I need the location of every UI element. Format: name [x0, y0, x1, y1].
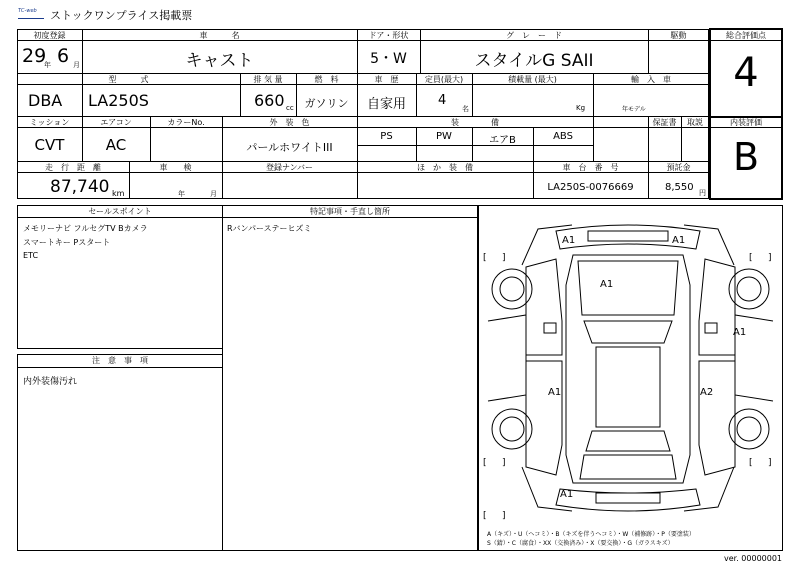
svg-text:]: ] — [502, 458, 506, 468]
model-year-unit: 年モデル — [622, 106, 646, 113]
interior-score-label: 内装評価 — [730, 118, 762, 127]
fuel-label: 燃 料 — [314, 75, 339, 84]
first-reg-year: 29 — [22, 45, 47, 67]
history-label: 車 歴 — [374, 75, 399, 84]
svg-text:[: [ — [749, 253, 753, 263]
caution-item: 内外装傷汚れ — [23, 377, 78, 387]
history-value: 自家用 — [366, 97, 406, 112]
special-notes-label: 特記事項・手直し箇所 — [310, 207, 390, 216]
damage-mark: A1 — [548, 387, 562, 398]
rear-window-outline — [586, 431, 670, 451]
km-unit: km — [112, 189, 125, 198]
svg-text:[: [ — [483, 458, 487, 468]
car-name-value: キャスト — [185, 51, 254, 71]
equipment-item: PS — [380, 131, 393, 142]
deposit-label: 預託金 — [666, 163, 691, 172]
first-reg-label: 初度登録 — [33, 31, 66, 40]
model-value: LA250S — [88, 91, 149, 110]
mileage-label: 走 行 距 離 — [45, 163, 101, 172]
sales-point-item: メモリーナビ フルセグTV Bカメラ — [23, 224, 148, 233]
mileage-value: 87,740 — [50, 177, 110, 197]
rear-bumper-outline — [556, 489, 700, 511]
kg-unit: Kg — [576, 104, 586, 112]
other-equipment-label: ほ か 装 備 — [417, 163, 473, 172]
grade-value: スタイルG SAII — [474, 51, 594, 71]
svg-text:[: [ — [483, 511, 487, 521]
tc-web-logo: TC-web — [18, 8, 44, 19]
roof-outline — [596, 347, 660, 427]
door-type-value: 5・W — [370, 51, 407, 67]
svg-text:]: ] — [768, 253, 772, 263]
damage-mark: A2 — [700, 387, 714, 398]
manual-label: 取説 — [687, 118, 703, 127]
grille-outline — [588, 231, 668, 241]
svg-text:[: [ — [483, 253, 487, 263]
equipment-label: 装 備 — [451, 118, 499, 127]
chassis-number-label: 車 台 番 号 — [562, 163, 619, 172]
persons-unit: 名 — [462, 105, 469, 113]
right-mirror-outline — [705, 323, 717, 333]
damage-mark: A1 — [733, 327, 747, 338]
plate-number-label: 登録ナンバー — [265, 163, 314, 172]
mission-label: ミッション — [29, 118, 70, 127]
damage-mark: A1 — [672, 235, 686, 246]
year-unit: 年 — [44, 61, 51, 69]
sales-point-item: スマートキー Pスタート — [23, 238, 111, 247]
equipment-item: エアB — [489, 135, 516, 146]
body-outline — [566, 255, 690, 483]
windshield-outline — [584, 321, 672, 343]
cautions-label: 注 意 事 項 — [92, 356, 148, 365]
aircon-value: AC — [105, 136, 127, 154]
warranty-label: 保証書 — [652, 118, 677, 127]
displacement-label: 排 気 量 — [253, 75, 283, 84]
tailgate-outline — [580, 455, 676, 479]
mission-value: CVT — [34, 136, 65, 154]
sales-points-label: セールスポイント — [88, 207, 152, 216]
interior-score-value: B — [732, 135, 760, 179]
left-side-outline — [526, 259, 562, 355]
door-type-label: ドア・形状 — [368, 31, 409, 40]
aircon-label: エアコン — [100, 118, 132, 127]
left-rear-side-outline — [526, 361, 562, 475]
damage-mark: A1 — [560, 489, 574, 500]
legend-line: S（錆）・C（腐食）・XX（交換済み）・X（要交換）・G（ガラスキズ） — [487, 540, 674, 547]
import-label: 輸 入 車 — [631, 75, 671, 84]
equipment-item: ABS — [553, 131, 573, 142]
damage-mark: A1 — [562, 235, 576, 246]
hood-outline — [578, 261, 678, 315]
fuel-value: ガソリン — [304, 97, 349, 110]
left-mirror-outline — [544, 323, 556, 333]
svg-text:[: [ — [749, 458, 753, 468]
grade-label: グ レ ー ド — [506, 31, 562, 40]
inspection-month-unit: 月 — [210, 190, 217, 198]
exterior-color-value: パールホワイトIII — [246, 141, 333, 154]
damage-mark: A1 — [600, 279, 614, 290]
max-load-label: 積載量 (最大) — [508, 75, 557, 84]
cc-unit: cc — [286, 104, 294, 112]
yen-unit: 円 — [699, 189, 706, 197]
deposit-value: 8,550 — [665, 182, 694, 193]
capacity-value: 4 — [438, 93, 447, 108]
car-damage-diagram — [478, 205, 783, 551]
first-reg-month: 6 — [57, 45, 70, 67]
model-label: 型 式 — [108, 75, 149, 84]
special-note-item: Rバンパーステーヒズミ — [227, 224, 312, 233]
inspection-label: 車 検 — [159, 163, 192, 172]
right-side-outline — [699, 259, 735, 355]
inspection-year-unit: 年 — [178, 190, 185, 198]
svg-text:]: ] — [502, 253, 506, 263]
special-notes-box — [222, 205, 478, 551]
displacement-value: 660 — [254, 91, 285, 110]
model-prefix-value: DBA — [28, 91, 63, 110]
rear-plate-outline — [596, 493, 660, 503]
color-no-label: カラーNo. — [167, 118, 205, 127]
equipment-item: PW — [436, 131, 452, 142]
overall-score-value: 4 — [733, 50, 759, 96]
svg-text:]: ] — [768, 458, 772, 468]
month-unit: 月 — [73, 61, 80, 69]
svg-text:]: ] — [502, 511, 506, 521]
chassis-number-value: LA250S-0076669 — [547, 182, 634, 193]
right-rear-side-outline — [699, 361, 735, 475]
exterior-color-label: 外 装 色 — [269, 118, 310, 127]
capacity-label: 定員(最大) — [424, 75, 464, 84]
sales-point-item: ETC — [23, 251, 39, 260]
legend-line: A（キズ）・U（ヘコミ）・B（キズを伴うヘコミ）・W（補修跡）・P（要塗装） — [487, 531, 695, 538]
drive-label: 駆動 — [670, 31, 687, 40]
version-label: ver. 00000001 — [724, 554, 783, 563]
overall-score-label: 総合評価点 — [726, 31, 766, 40]
car-name-label: 車 名 — [199, 31, 240, 40]
form-title: ストックワンプライス掲載票 — [50, 9, 193, 22]
